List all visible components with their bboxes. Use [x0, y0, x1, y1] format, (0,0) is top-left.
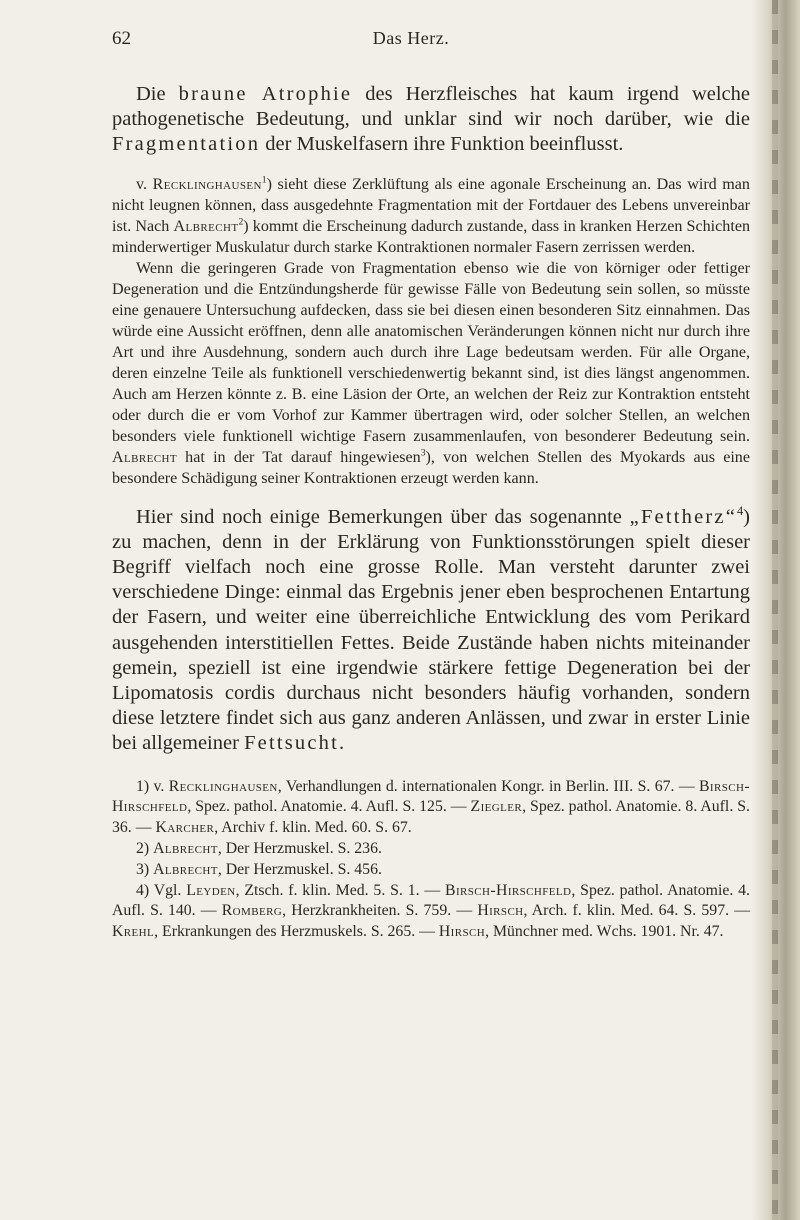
footnotes: [112, 777, 750, 943]
page-number: 62: [112, 28, 131, 49]
author-name: Albrecht: [112, 448, 177, 466]
page-edge-shadow: [752, 0, 800, 1220]
author-name: Recklinghausen: [152, 175, 262, 193]
footnote-3: 3) Albrecht, Der Herzmuskel. S. 456.: [136, 860, 382, 878]
footnote-1: 1) v. Recklinghausen, Verhandlungen d. internationalen Kongr. in Berlin. III. S. 67. — Birsch-Hirschfeld, Spez. pathol. Anatomie. 4. Aufl. S. 125. — Ziegler, Spez. pathol. Anatomie. 8. Aufl. S. 36. — Karcher, Archiv f. klin. Med. 60. S. 67.: [112, 777, 750, 837]
running-title: Das Herz.: [372, 28, 450, 48]
author-name: Albrecht: [173, 217, 239, 235]
footnote-4: 4) Vgl. Leyden, Ztsch. f. klin. Med. 5. S. 1. — Birsch-Hirschfeld, Spez. pathol. Anatomie. 4. Aufl. S. 140. — Romberg, Herzkrankheiten. S. 759. — Hirsch, Arch. f. klin. Med. 64. S. 597. — Krehl, Erkrankungen des Herzmuskels. S. 265. — Hirsch, Münchner med. Wchs. 1901. Nr. 47.: [112, 881, 751, 941]
footnote-ref: 1: [261, 174, 267, 186]
page-header: [112, 28, 710, 52]
footnote-2: 2) Albrecht, Der Herzmuskel. S. 236.: [136, 840, 382, 858]
footnote-ref: 3: [420, 447, 426, 459]
footnote-ref: 2: [238, 216, 244, 228]
paragraph-fragmentation-lage: Wenn die geringeren Grade von Fragmentation ebenso wie die von körniger oder fettiger Degeneration und die Entzündungsherde für gewisse Fälle von Bedeutung sein sollen, so müsste eine genauere Untersuchung aufdecken, dass sie bei diesen einen besonderen Sitz einnahmen. Das würde eine Aussicht eröffnen, denn alle anatomischen Veränderungen können nicht nur durch ihre Art und ihre Ausdehnung, sondern auch durch ihre Lage bedeutsam werden. Für alle Organe, deren einzelne Teile als funktionell verschiedenwertig bekannt sind, ist dies längst angenommen. Auch am Herzen könnte z. B. eine Läsion der Orte, an welchen der Reiz zur Kontraktion entsteht oder durch die er vom Vorhof zur Kammer übertragen wird, oder solcher Stellen, an welchen besonders viele funktionell wichtige Fasern zusammenlaufen, von besonderer Bedeutung sein. Albrecht hat in der Tat darauf hingewiesen$^3$), von welchen Stellen des Myokards aus eine besondere Schädigung seiner Kontraktionen erzeugt werden kann.: [112, 259, 750, 487]
paragraph-recklinghausen: v. Recklinghausen$^1$) sieht diese Zerklüftung als eine agonale Erscheinung an. Das wird man nicht leugnen können, dass ausgedehnte Fragmentation mit der Fortdauer des Lebens unvereinbar ist. Nach Albrecht$^2$) kommt die Erscheinung dadurch zustande, dass in kranken Herzen Schichten minderwertiger Muskulatur durch starke Kontraktionen normaler Fasern zerrissen werden.: [112, 174, 751, 256]
emphasis-term: Fettsucht: [244, 732, 340, 755]
emphasis-term: Fragmentation: [112, 133, 261, 156]
paragraph-fettherz: Hier sind noch einige Bemerkungen über das sogenannte „Fettherz“$^4$) zu machen, denn in der Erklärung von Funktionsstörungen spielt dieser Begriff vielfach noch eine grosse Rolle. Man versteht darunter zwei verschiedene Dinge: einmal das Ergebnis jener eben besprochenen Entartung der Fasern, und weiter eine überreichliche Entwicklung des vom Perikard ausgehenden interstitiellen Fettes. Beide Zustände haben nichts miteinander gemein, speziell ist eine irgendwie stärkere fettige Degeneration bei der Lipomatosis cordis durchaus nicht besonders häufig vorhanden, sondern diese letztere findet sich aus ganz anderen Anlässen, und zwar in erster Linie bei allgemeiner Fettsucht.: [112, 503, 750, 755]
emphasis-term: „Fettherz“: [629, 505, 738, 528]
footnote-ref: 4: [737, 503, 744, 518]
paragraph-braune-atrophie: Die braune Atrophie des Herzfleisches hat kaum irgend welche pathogenetische Bedeutung, und unklar sind wir noch darüber, wie die Fragmentation der Muskelfasern ihre Funktion beeinflusst.: [112, 83, 750, 156]
page-body: [112, 82, 750, 943]
emphasis-term: braune Atrophie: [178, 83, 353, 105]
